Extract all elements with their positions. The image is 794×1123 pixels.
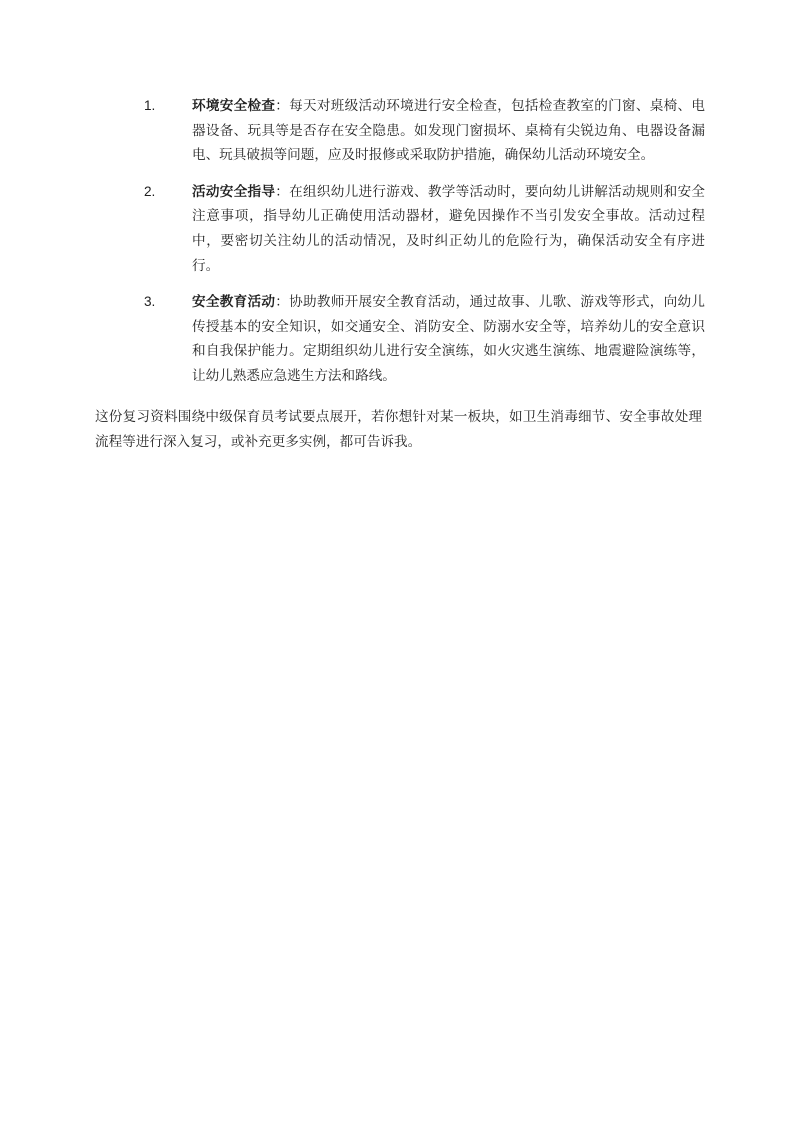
item-term: 安全教育活动	[192, 294, 276, 311]
item-term: 活动安全指导	[192, 183, 276, 200]
list-item-safety-education	[95, 290, 705, 388]
list-number: 3.	[144, 294, 156, 310]
item-body: ：协助教师开展安全教育活动，通过故事、儿歌、游戏等形式，向幼儿传授基本的安全知识，如交通安全、消防安全、防溺水安全等，培养幼儿的安全意识和自我保护能力。定期组织幼儿进行安全演练，如火灾逃生演练、地震避险演练等，让幼儿熟悉应急逃生方法和路线。	[192, 294, 705, 384]
list-number: 1.	[144, 98, 156, 113]
item-body: ：在组织幼儿进行游戏、教学等活动时，要向幼儿讲解活动规则和安全注意事项，指导幼儿正确使用活动器材，避免因操作不当引发安全事故。活动过程中，要密切关注幼儿的活动情况，及时纠正幼儿的危险行为，确保活动安全有序进行。	[192, 183, 705, 274]
safety-list	[95, 94, 705, 401]
closing-paragraph: 这份复习资料围绕中级保育员考试要点展开，若你想针对某一板块，如卫生消毒细节、安全事故处理流程等进行深入复习，或补充更多实例，都可告诉我。	[95, 409, 702, 450]
item-term: 环境安全检查	[192, 98, 276, 114]
list-item-environment-check	[95, 94, 705, 168]
list-number: 2.	[144, 183, 156, 199]
list-item-activity-guidance	[95, 180, 705, 278]
item-body: ：每天对班级活动环境进行安全检查，包括检查教室的门窗、桌椅、电器设备、玩具等是否存在安全隐患。如发现门窗损坏、桌椅有尖锐边角、电器设备漏电、玩具破损等问题，应及时报修或采取防护措施，确保幼儿活动环境安全。	[192, 98, 705, 164]
